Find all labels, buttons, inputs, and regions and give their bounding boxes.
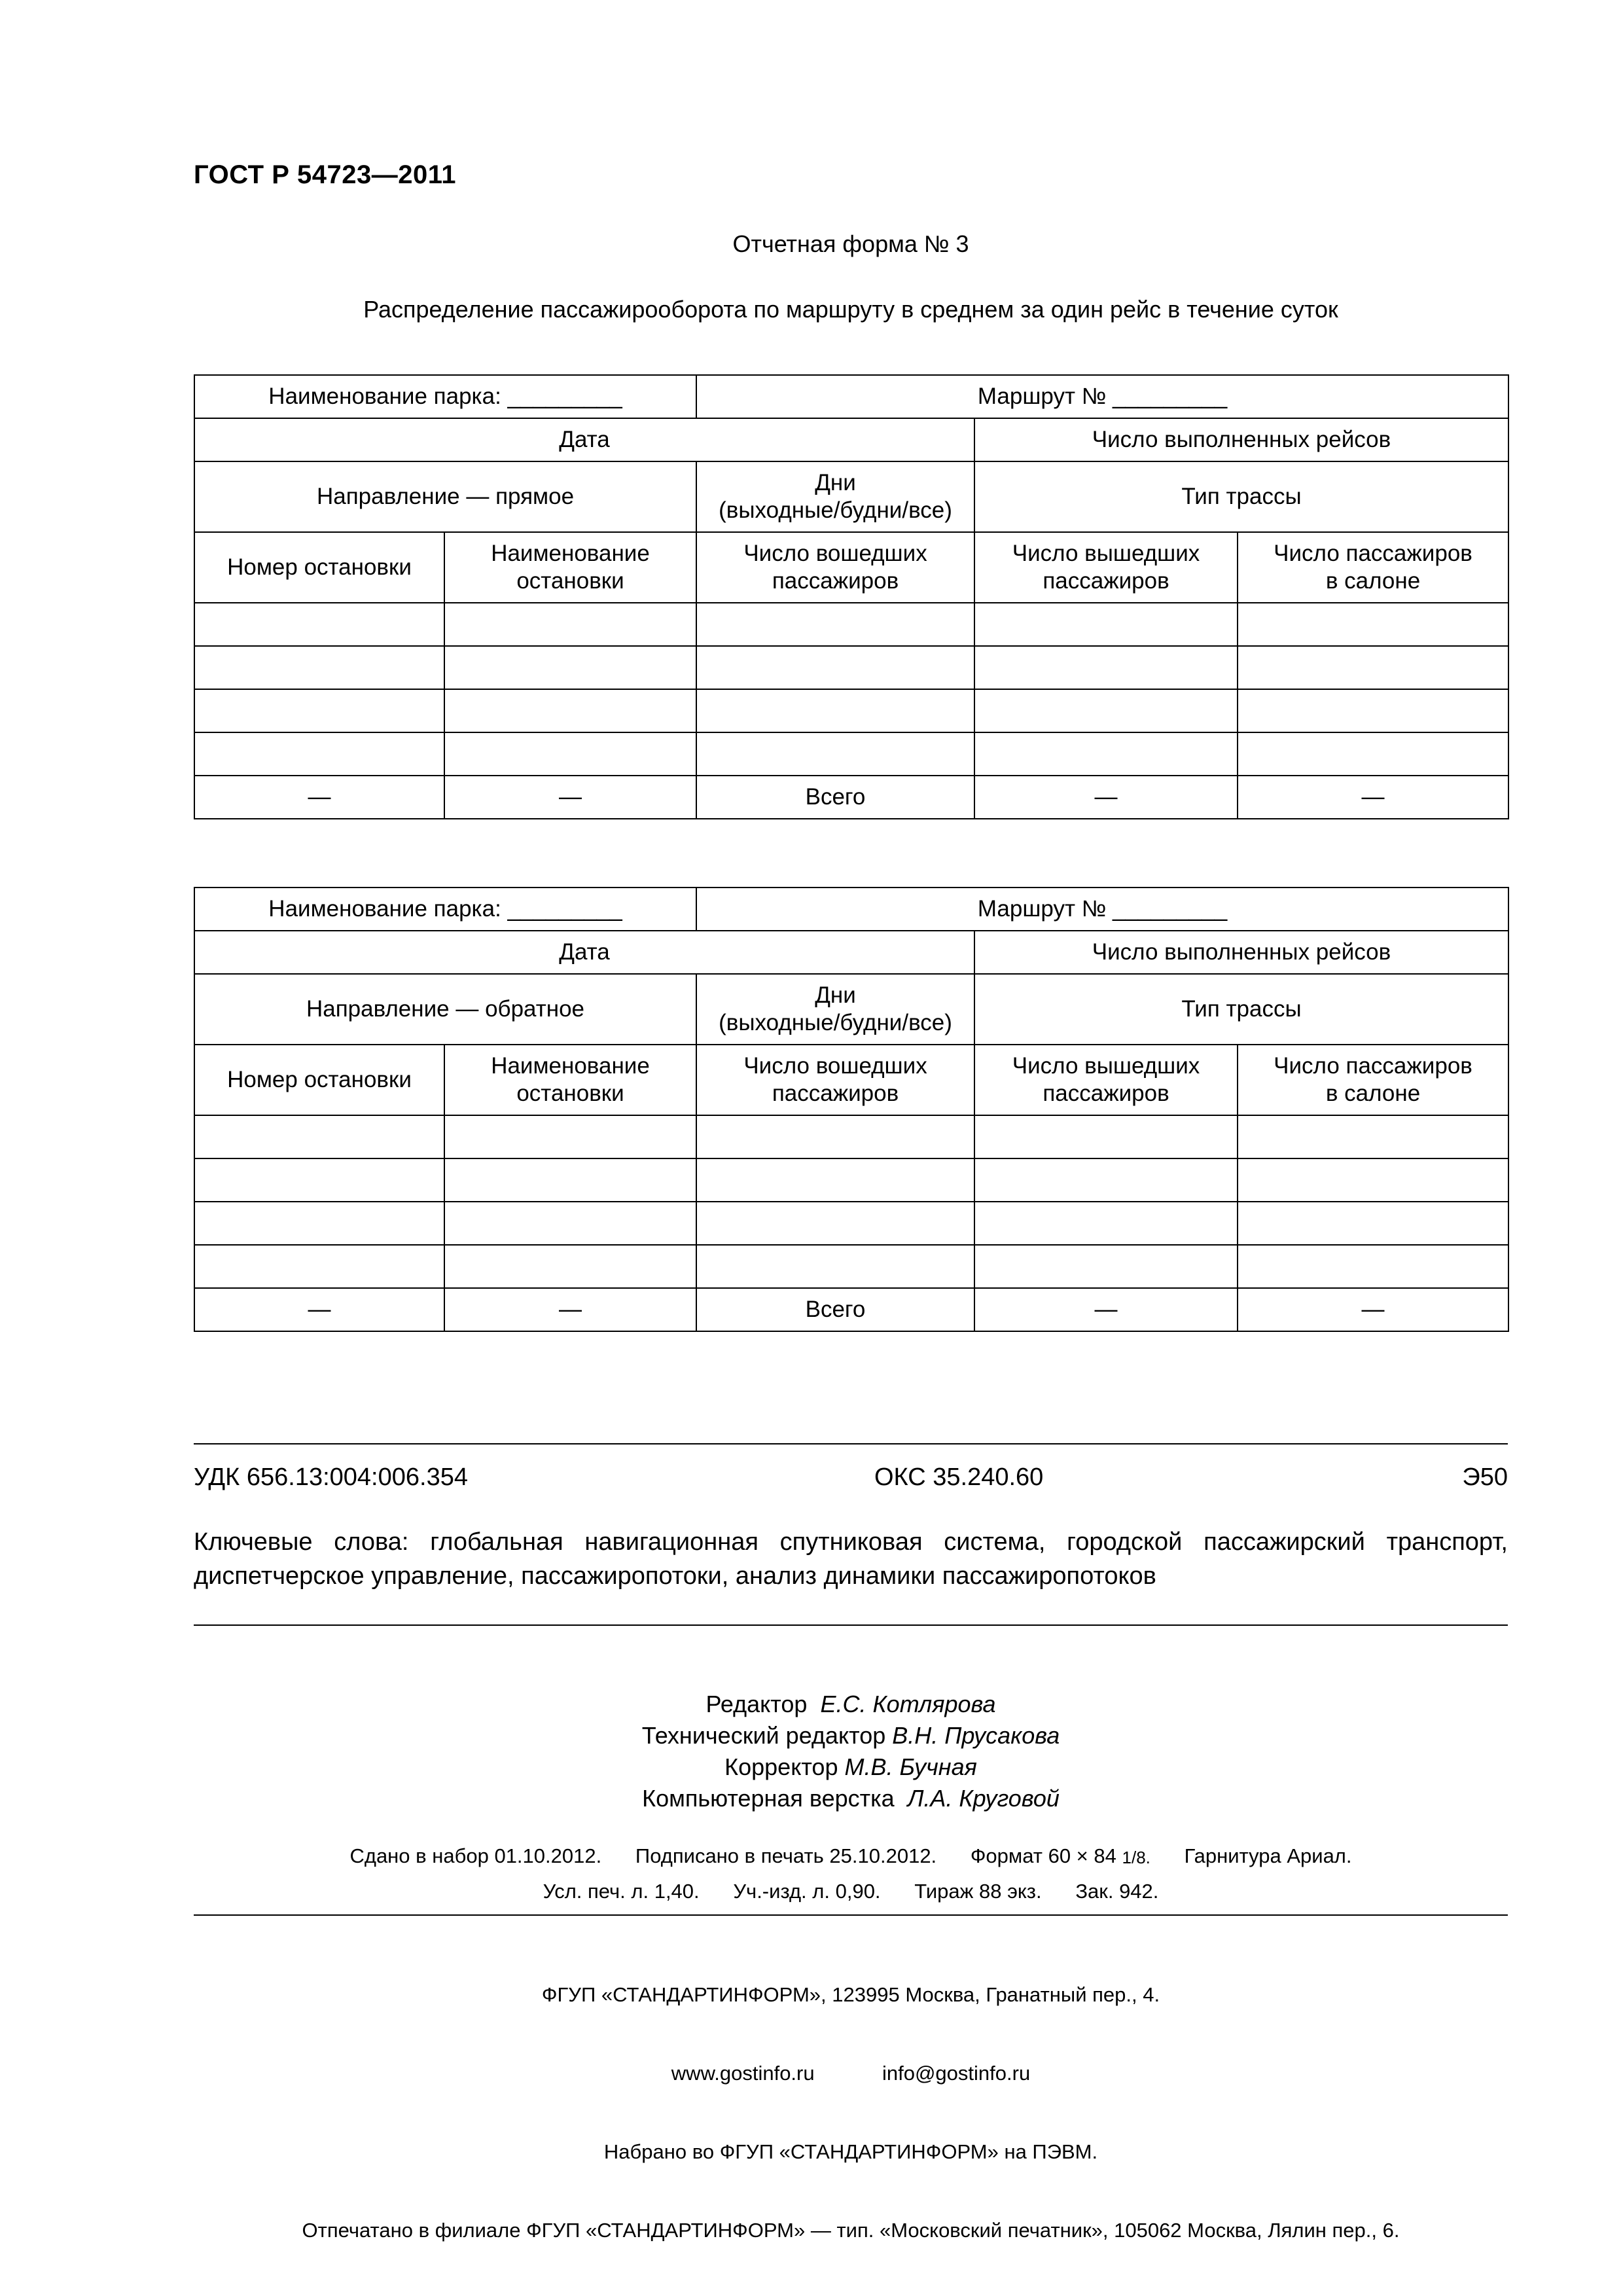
format-fraction: 1/8. (1122, 1847, 1150, 1867)
tech-editor-line (194, 1720, 1508, 1751)
days-cell (696, 461, 974, 532)
divider (194, 1624, 1508, 1626)
typeset-info: Набрано во ФГУП «СТАНДАРТИНФОРМ» на ПЭВМ. (603, 2140, 1098, 2163)
form-table-reverse (194, 887, 1509, 1332)
table-row (194, 1115, 1508, 1158)
form-subtitle: Распределение пассажирооборота по маршруту в среднем за один рейс в течение суток (363, 296, 1338, 323)
date-cell: Дата (194, 931, 974, 974)
table-row (194, 1245, 1508, 1288)
table-row (194, 732, 1508, 776)
col-in-cabin (1238, 532, 1508, 603)
days-label: Дни (815, 982, 856, 1008)
oks-code: ОКС 35.240.60 (874, 1463, 1044, 1491)
table-row (194, 646, 1508, 689)
direction-cell: Направление — обратное (194, 974, 696, 1045)
total-cell: Всего (696, 776, 974, 819)
dash-cell: — (194, 776, 444, 819)
col-in-cabin-l2: в салоне (1325, 1081, 1421, 1106)
col-boarded (696, 1045, 974, 1115)
col-boarded-l2: пассажиров (772, 1081, 899, 1106)
printed-at: Отпечатано в филиале ФГУП «СТАНДАРТИНФОРМ» — тип. «Московский печатник», 105062 Москва, Лялин пер., 6. (302, 2219, 1400, 2242)
corrector-label: Корректор (724, 1753, 838, 1780)
dash-cell: — (1238, 1288, 1508, 1331)
dash-cell: — (1238, 776, 1508, 819)
days-cell (696, 974, 974, 1045)
dash-cell: — (194, 1288, 444, 1331)
col-boarded (696, 532, 974, 603)
signed-date: Подписано в печать 25.10.2012. (635, 1844, 937, 1867)
divider (194, 1443, 1508, 1444)
tech-editor-label: Технический редактор (641, 1722, 886, 1749)
total-cell: Всего (696, 1288, 974, 1331)
col-alighted (974, 532, 1238, 603)
layout-label: Компьютерная верстка (642, 1785, 895, 1812)
corrector-line (194, 1751, 1508, 1783)
col-alighted-l1: Число вышедших (1012, 1053, 1200, 1079)
publisher-contacts (194, 2060, 1508, 2087)
circulation: Тираж 88 экз. (914, 1880, 1042, 1903)
col-stop-name-l1: Наименование (491, 1053, 650, 1079)
layout-name: Л.А. Круговой (907, 1785, 1060, 1812)
layout-line (194, 1783, 1508, 1814)
track-type-cell: Тип трассы (974, 461, 1508, 532)
route-cell: Маршрут № _________ (696, 888, 1508, 931)
divider (194, 1914, 1508, 1916)
days-options: (выходные/будни/все) (719, 497, 952, 523)
publisher-sheets: Уч.-изд. л. 0,90. (733, 1880, 881, 1903)
col-in-cabin (1238, 1045, 1508, 1115)
dash-cell: — (974, 1288, 1238, 1331)
form-title: Отчетная форма № 3 (732, 230, 969, 257)
dash-cell: — (444, 776, 696, 819)
table-row (194, 1202, 1508, 1245)
col-boarded-l2: пассажиров (772, 568, 899, 594)
col-stop-name-l2: остановки (516, 568, 624, 594)
total-row (194, 776, 1508, 819)
print-info-line-2 (194, 1880, 1508, 1903)
direction-cell: Направление — прямое (194, 461, 696, 532)
col-alighted-l1: Число вышедших (1012, 541, 1200, 566)
col-stop-name-l2: остановки (516, 1081, 624, 1106)
publisher-email: info@gostinfo.ru (882, 2062, 1031, 2085)
dash-cell: — (444, 1288, 696, 1331)
udk-code: УДК 656.13:004:006.354 (194, 1463, 468, 1491)
document-number: ГОСТ Р 54723—2011 (194, 160, 456, 189)
col-stop-number: Номер остановки (194, 1045, 444, 1115)
corrector-name: М.В. Бучная (844, 1753, 977, 1780)
park-name-cell: Наименование парка: _________ (194, 375, 696, 418)
park-name-cell: Наименование парка: _________ (194, 888, 696, 931)
editor-line (194, 1689, 1508, 1720)
col-boarded-l1: Число вошедших (743, 541, 927, 566)
col-stop-name (444, 1045, 696, 1115)
form-table-forward (194, 374, 1509, 819)
track-type-cell: Тип трассы (974, 974, 1508, 1045)
table-row (194, 1158, 1508, 1202)
editor-label: Редактор (705, 1691, 808, 1717)
paper-format: Формат 60 × 84 (970, 1844, 1116, 1867)
publisher-site: www.gostinfo.ru (671, 2062, 815, 2085)
publisher-info (194, 1929, 1508, 2270)
date-cell: Дата (194, 418, 974, 461)
col-in-cabin-l1: Число пассажиров (1274, 1053, 1472, 1079)
typeface: Гарнитура Ариал. (1184, 1844, 1352, 1867)
col-stop-name-l1: Наименование (491, 541, 650, 566)
days-options: (выходные/будни/все) (719, 1010, 952, 1035)
order-number: Зак. 942. (1075, 1880, 1159, 1903)
trips-cell: Число выполненных рейсов (974, 931, 1508, 974)
days-label: Дни (815, 470, 856, 495)
trips-cell: Число выполненных рейсов (974, 418, 1508, 461)
staff-credits (194, 1689, 1508, 1814)
print-info-line-1 (194, 1844, 1508, 1868)
col-stop-number: Номер остановки (194, 532, 444, 603)
publisher-address: ФГУП «СТАНДАРТИНФОРМ», 123995 Москва, Гранатный пер., 4. (541, 1983, 1160, 2006)
col-in-cabin-l1: Число пассажиров (1274, 541, 1472, 566)
col-alighted-l2: пассажиров (1043, 568, 1169, 594)
col-boarded-l1: Число вошедших (743, 1053, 927, 1079)
table-row (194, 603, 1508, 646)
total-row (194, 1288, 1508, 1331)
col-stop-name (444, 532, 696, 603)
col-alighted (974, 1045, 1238, 1115)
col-in-cabin-l2: в салоне (1325, 568, 1421, 594)
e-code: Э50 (1462, 1463, 1508, 1491)
keywords: Ключевые слова: глобальная навигационная спутниковая система, городской пассажирский транспорт, диспетчерское управление, пассажиропотоки, анализ динамики пассажиропотоков (194, 1528, 1508, 1590)
printed-sheets: Усл. печ. л. 1,40. (543, 1880, 700, 1903)
route-cell: Маршрут № _________ (696, 375, 1508, 418)
table-row (194, 689, 1508, 732)
tech-editor-name: В.Н. Прусакова (892, 1722, 1060, 1749)
dash-cell: — (974, 776, 1238, 819)
editor-name: Е.С. Котлярова (820, 1691, 996, 1717)
submitted-date: Сдано в набор 01.10.2012. (349, 1844, 602, 1867)
col-alighted-l2: пассажиров (1043, 1081, 1169, 1106)
